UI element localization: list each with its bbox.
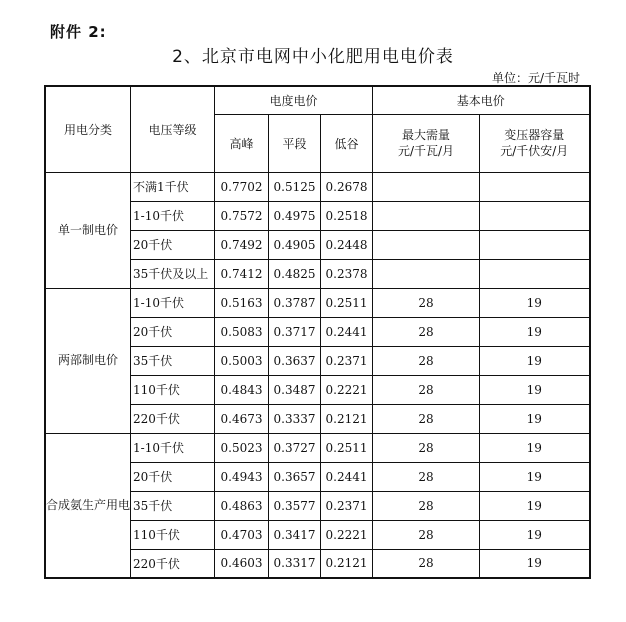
peak-price-cell: 0.7412 [215,259,269,288]
peak-price-cell: 0.7702 [215,172,269,201]
max-demand-cell [373,201,480,230]
flat-price-cell: 0.3717 [269,317,321,346]
attachment-label: 附件 2: [50,23,107,41]
max-demand-cell: 28 [373,549,480,578]
transformer-capacity-cell: 19 [480,491,590,520]
valley-price-cell: 0.2371 [321,491,373,520]
flat-price-cell: 0.3337 [269,404,321,433]
category-cell: 两部制电价 [45,288,131,433]
max-demand-cell [373,259,480,288]
flat-price-cell: 0.3787 [269,288,321,317]
peak-price-cell: 0.4863 [215,491,269,520]
category-cell: 合成氨生产用电 [45,433,131,578]
transformer-capacity-cell: 19 [480,549,590,578]
voltage-cell: 220千伏 [131,404,215,433]
max-demand-cell: 28 [373,375,480,404]
peak-price-cell: 0.4943 [215,462,269,491]
valley-price-cell: 0.2221 [321,375,373,404]
peak-price-cell: 0.5023 [215,433,269,462]
flat-price-cell: 0.4975 [269,201,321,230]
transformer-capacity-cell [480,230,590,259]
max-demand-cell: 28 [373,462,480,491]
flat-price-cell: 0.4905 [269,230,321,259]
max-demand-cell: 28 [373,317,480,346]
voltage-cell: 110千伏 [131,375,215,404]
valley-price-cell: 0.2371 [321,346,373,375]
flat-price-cell: 0.4825 [269,259,321,288]
voltage-cell: 20千伏 [131,462,215,491]
transformer-capacity-cell [480,201,590,230]
max-demand-cell [373,230,480,259]
transformer-capacity-cell: 19 [480,375,590,404]
peak-price-cell: 0.7492 [215,230,269,259]
header-max-demand-title: 最大需量 [402,128,451,142]
voltage-cell: 不满1千伏 [131,172,215,201]
header-row-1 [45,86,590,114]
voltage-cell: 1-10千伏 [131,288,215,317]
max-demand-cell: 28 [373,404,480,433]
transformer-capacity-cell: 19 [480,288,590,317]
voltage-cell: 1-10千伏 [131,201,215,230]
max-demand-cell: 28 [373,433,480,462]
header-transformer-capacity [480,114,590,172]
peak-price-cell: 0.4703 [215,520,269,549]
valley-price-cell: 0.2441 [321,462,373,491]
transformer-capacity-cell: 19 [480,404,590,433]
voltage-cell: 35千伏及以上 [131,259,215,288]
valley-price-cell: 0.2678 [321,172,373,201]
flat-price-cell: 0.3577 [269,491,321,520]
voltage-cell: 110千伏 [131,520,215,549]
peak-price-cell: 0.4603 [215,549,269,578]
valley-price-cell: 0.2378 [321,259,373,288]
voltage-cell: 20千伏 [131,230,215,259]
header-energy-price: 电度电价 [215,86,373,114]
table-row [45,288,590,317]
transformer-capacity-cell [480,259,590,288]
transformer-capacity-cell: 19 [480,346,590,375]
document-title: 2、北京市电网中小化肥用电电价表 [172,47,454,67]
header-max-demand [373,114,480,172]
voltage-cell: 35千伏 [131,491,215,520]
peak-price-cell: 0.5003 [215,346,269,375]
peak-price-cell: 0.5163 [215,288,269,317]
valley-price-cell: 0.2518 [321,201,373,230]
valley-price-cell: 0.2121 [321,549,373,578]
peak-price-cell: 0.4843 [215,375,269,404]
peak-price-cell: 0.5083 [215,317,269,346]
max-demand-cell: 28 [373,520,480,549]
valley-price-cell: 0.2448 [321,230,373,259]
table-row [45,433,590,462]
voltage-cell: 20千伏 [131,317,215,346]
unit-label: 单位：元/千瓦时 [491,71,580,85]
category-cell: 单一制电价 [45,172,131,288]
max-demand-cell: 28 [373,288,480,317]
voltage-cell: 220千伏 [131,549,215,578]
header-flat: 平段 [269,114,321,172]
flat-price-cell: 0.3417 [269,520,321,549]
valley-price-cell: 0.2121 [321,404,373,433]
flat-price-cell: 0.3637 [269,346,321,375]
flat-price-cell: 0.3317 [269,549,321,578]
header-transformer-unit: 元/千伏安/月 [500,144,569,158]
transformer-capacity-cell: 19 [480,520,590,549]
flat-price-cell: 0.3727 [269,433,321,462]
flat-price-cell: 0.3657 [269,462,321,491]
header-max-demand-unit: 元/千瓦/月 [397,144,455,158]
header-valley: 低谷 [321,114,373,172]
peak-price-cell: 0.4673 [215,404,269,433]
voltage-cell: 1-10千伏 [131,433,215,462]
header-transformer-title: 变压器容量 [504,128,565,142]
transformer-capacity-cell: 19 [480,433,590,462]
header-category: 用电分类 [45,86,131,172]
flat-price-cell: 0.3487 [269,375,321,404]
max-demand-cell [373,172,480,201]
table-row [45,172,590,201]
transformer-capacity-cell: 19 [480,317,590,346]
valley-price-cell: 0.2441 [321,317,373,346]
valley-price-cell: 0.2511 [321,288,373,317]
header-voltage: 电压等级 [131,86,215,172]
transformer-capacity-cell [480,172,590,201]
header-basic-price: 基本电价 [373,86,590,114]
voltage-cell: 35千伏 [131,346,215,375]
price-table [44,85,591,579]
transformer-capacity-cell: 19 [480,462,590,491]
peak-price-cell: 0.7572 [215,201,269,230]
valley-price-cell: 0.2221 [321,520,373,549]
max-demand-cell: 28 [373,346,480,375]
max-demand-cell: 28 [373,491,480,520]
header-peak: 高峰 [215,114,269,172]
valley-price-cell: 0.2511 [321,433,373,462]
flat-price-cell: 0.5125 [269,172,321,201]
